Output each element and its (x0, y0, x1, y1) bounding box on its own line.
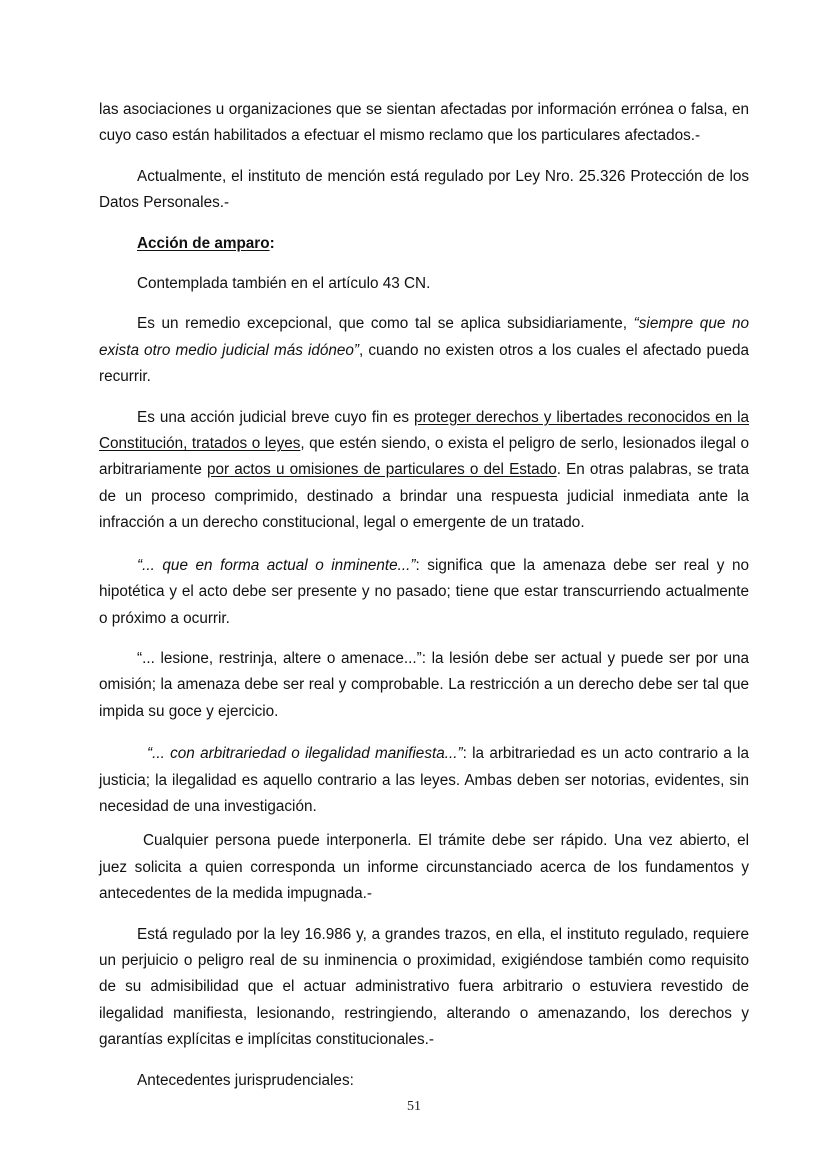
paragraph-ley-16986: Está regulado por la ley 16.986 y, a grandes trazos, en ella, el instituto regulado, requiere un perjuicio o peligro real de su inminencia o proximidad, exigiéndose también como requisito de su admisibilidad que el actuar administrativo fuera arbitrario o estuviera revestido de ilegalidad manifiesta, lesionando, restringiendo, alterando o amenazando, los derechos y garantías explícitas e implícitas constitucionales.- (99, 925, 749, 1049)
page-number: 51 (407, 1099, 421, 1114)
p5-text-a: Es una acción judicial breve cuyo fin es (137, 408, 414, 426)
p5-underlined-acts: por actos u omisiones de particulares o del Estado (207, 461, 557, 479)
p8-text: : la arbitrariedad es un acto contrario a la justicia; la ilegalidad es aquello contrario a las leyes. Ambas deben ser notorias, evidentes, sin necesidad de una investigación. (99, 745, 749, 815)
section-heading-text: Acción de amparo (137, 234, 270, 252)
p8-quote: “... con arbitrariedad o ilegalidad manifiesta...” (147, 745, 463, 763)
paragraph-cualquier-persona: Cualquier persona puede interponerla. El trámite debe ser rápido. Una vez abierto, el juez solicita a quien corresponda un informe circunstanciado acerca de los fundamentos y antecedentes de la medida impugnada.- (99, 832, 749, 903)
p6-text: : significa que la amenaza debe ser real y no hipotética y el acto debe ser presente y no pasado; tiene que estar transcurriendo actualmente o próximo a ocurrir. (99, 556, 750, 627)
p4-quote: “siempre que no exista otro medio judicial más idóneo” (99, 315, 749, 359)
p4-text-a: Es un remedio excepcional, que como tal se aplica subsidiariamente, (137, 315, 634, 333)
paragraph-arbitrariedad (99, 741, 749, 820)
paragraph-actual-inminente (99, 553, 749, 632)
p5-underlined-rights: proteger derechos y libertades reconocidos en la Constitución, tratados o leyes (99, 408, 750, 453)
p5-text-e: . En otras palabras, se trata de un proceso comprimido, destinado a brindar una respuesta judicial inmediata ante la infracción a un derecho constitucional, legal o emergente de un tratado. (99, 461, 750, 532)
paragraph-article-43: Contemplada también en el artículo 43 CN. (137, 275, 431, 293)
paragraph-lesione: “... lesione, restrinja, altere o amenace...”: la lesión debe ser actual y puede ser por una omisión; la amenaza debe ser real y comprobable. La restricción a un derecho debe ser tal que impida su goce y ejercicio. (99, 649, 749, 720)
p6-quote: “... que en forma actual o inminente...” (137, 556, 416, 574)
paragraph-antecedentes: Antecedentes jurisprudenciales: (137, 1071, 354, 1089)
p4-text-c: , cuando no existen otros a los cuales el afectado pueda recurrir. (99, 341, 749, 386)
paragraph-associations: las asociaciones u organizaciones que se sientan afectadas por información errónea o falsa, en cuyo caso están habilitados a efectuar el mismo reclamo que los particulares afectados.- (99, 101, 749, 145)
p5-text-c: , que estén siendo, o exista el peligro de serlo, lesionados ilegal o arbitrariamente (99, 435, 749, 479)
paragraph-remedio-excepcional (99, 311, 749, 390)
section-heading-colon: : (269, 234, 275, 252)
paragraph-accion-judicial (99, 405, 749, 537)
page-body (99, 97, 749, 1094)
paragraph-law-25326: Actualmente, el instituto de mención está regulado por Ley Nro. 25.326 Protección de los Datos Personales.- (99, 167, 749, 212)
section-heading (99, 231, 749, 257)
